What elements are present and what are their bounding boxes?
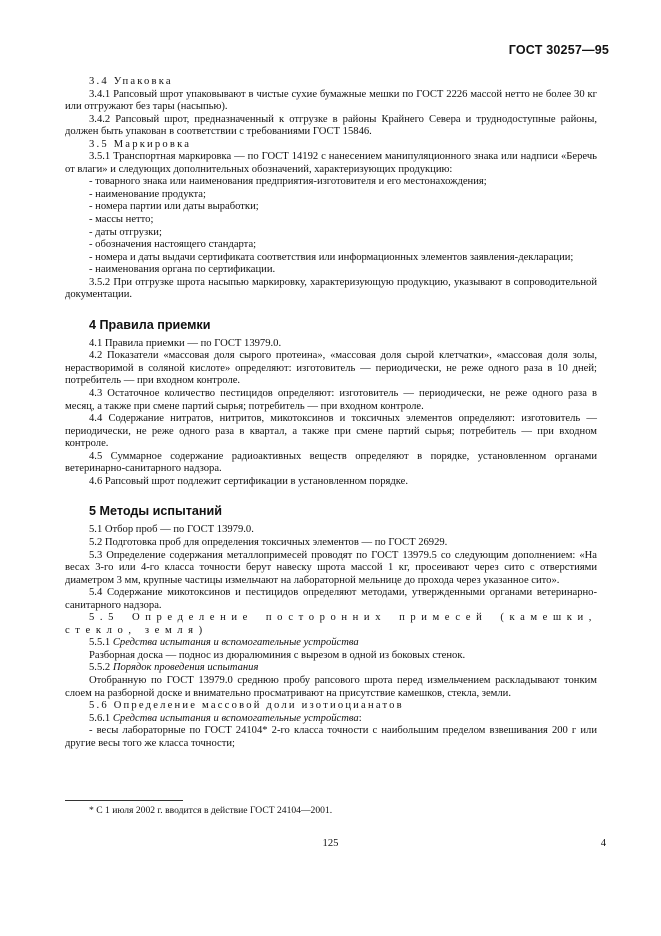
para-3-5-1: 3.5.1 Транспортная маркировка — по ГОСТ 14192 с нанесением манипуляционного знака или надписи «Беречь от влаги» и следующих дополнительных обозначений, характеризующих продукцию: (65, 151, 597, 175)
footnote: * С 1 июля 2002 г. вводится в действие ГОСТ 24104—2001. (89, 805, 333, 816)
para-5-5-2-text: Отобранную по ГОСТ 13979.0 среднюю пробу рапсового шрота перед измельчением раскладывают тонким слоем на разборной доске и внимательно просматривают на присутствие камешков, стекла, земли. (65, 674, 597, 699)
section-3-4-heading: 3.4 Упаковка (89, 76, 173, 87)
para-3-4-2: 3.4.2 Рапсовый шрот, предназначенный к отгрузке в районы Крайнего Севера и труднодоступные районы, должен быть упакован в соответствии с требованиями ГОСТ 15846. (65, 113, 597, 138)
para-4-2: 4.2 Показатели «массовая доля сырого протеина», «массовая доля сырой клетчатки», «массовая доля золы, нерастворимой в соляной кислоте» определяют: изготовитель — периодически, не реже одного раза в 10 дней; потребитель — при входном контроле. (65, 350, 597, 387)
para-5-6: 5.6 Определение массовой доли изотиоцианатов (89, 700, 404, 712)
list-item: - номера партии или даты выработки; (89, 201, 259, 213)
para-5-5-2-title: Порядок проведения испытания (112, 662, 259, 674)
standard-header: ГОСТ 30257—95 (508, 43, 609, 57)
para-4-1: 4.1 Правила приемки — по ГОСТ 13979.0. (89, 337, 282, 349)
list-item: - массы нетто; (89, 214, 154, 226)
section-4-title: 4 Правила приемки (89, 317, 211, 332)
para-5-6-1-number: 5.6.1 (89, 712, 111, 724)
list-item: - обозначения настоящего стандарта; (89, 239, 257, 251)
page-number: 125 (322, 838, 339, 849)
para-5-5-1-title: Средства испытания и вспомогательные устройства (112, 637, 359, 649)
para-5-2: 5.2 Подготовка проб для определения токсичных элементов — по ГОСТ 26929. (89, 536, 448, 548)
list-item: - наименования органа по сертификации. (89, 264, 276, 276)
section-5-title: 5 Методы испытаний (89, 504, 222, 519)
para-3-5-2: 3.5.2 При отгрузке шрота насыпью маркировку, характеризующую продукцию, указывают в сопроводительной документации. (65, 276, 597, 301)
para-4-5: 4.5 Суммарное содержание радиоактивных веществ определяют в порядке, установленном органами ветеринарно-санитарного надзора. (65, 450, 597, 475)
para-5-1: 5.1 Отбор проб — по ГОСТ 13979.0. (89, 524, 254, 536)
footnote-divider (65, 800, 183, 801)
document-body (65, 76, 597, 750)
para-5-5: 5.5 Определение посторонних примесей (камешки, стекло, земля) (65, 612, 597, 636)
para-5-6-1: 5.6.1 Средства испытания и вспомогательные устройства: (89, 712, 362, 724)
para-5-6-1-text: - весы лабораторные по ГОСТ 24104* 2-го класса точности с наибольшим пределом взвешивания 200 г или другие весы того же класса точности; (65, 725, 597, 749)
list-item: - товарного знака или наименования предприятия-изготовителя и его местонахождения; (89, 176, 487, 188)
para-5-5-1-number: 5.5.1 (89, 637, 111, 649)
section-3-5-heading: 3.5 Маркировка (89, 138, 192, 150)
para-4-4: 4.4 Содержание нитратов, нитритов, микотоксинов и токсичных элементов определяют: изготовитель — периодически, не реже одного раза в квартал, а также при смене партий сырья; потребитель — при входном контроле. (65, 413, 597, 450)
list-item: - даты отгрузки; (89, 226, 162, 238)
para-5-3: 5.3 Определение содержания металлопримесей проводят по ГОСТ 13979.5 со следующим дополнением: «На весах 3-го или 4-го класса точности берут навеску шрота массой 1 кг, просеивают через сито с отверстиями диаметром 3 мм, крупные частицы измельчают на лабораторной мельнице до прохода через указанное сито». (65, 549, 597, 586)
para-3-4-1: 3.4.1 Рапсовый шрот упаковывают в чистые сухие бумажные мешки по ГОСТ 2226 массой нетто не более 30 кг или отгружают без тары (насыпью). (65, 88, 597, 113)
list-item: - номера и даты выдачи сертификата соответствия или информационных элементов заявления-декларации; (89, 251, 574, 263)
para-5-5-2 (65, 662, 597, 675)
para-5-5-2-number: 5.5.2 (89, 662, 111, 674)
para-4-3: 4.3 Остаточное количество пестицидов определяют: изготовитель — периодически, не реже одного раза в месяц, а также при смене партий сырья; потребитель — при входном контроле. (65, 388, 597, 412)
list-item: - наименование продукта; (89, 188, 206, 200)
para-5-4: 5.4 Содержание микотоксинов и пестицидов определяют методами, утвержденными органами ветеринарно-санитарного надзора. (65, 587, 597, 611)
para-5-5-1-text: Разборная доска — поднос из дюралюминия с вырезом в одной из боковых стенок. (89, 649, 466, 661)
page-index: 4 (600, 838, 606, 849)
para-4-6: 4.6 Рапсовый шрот подлежит сертификации в установленном порядке. (89, 475, 408, 487)
para-5-5-1 (65, 637, 597, 650)
para-5-6-1-title: Средства испытания и вспомогательные устройства (112, 712, 359, 724)
